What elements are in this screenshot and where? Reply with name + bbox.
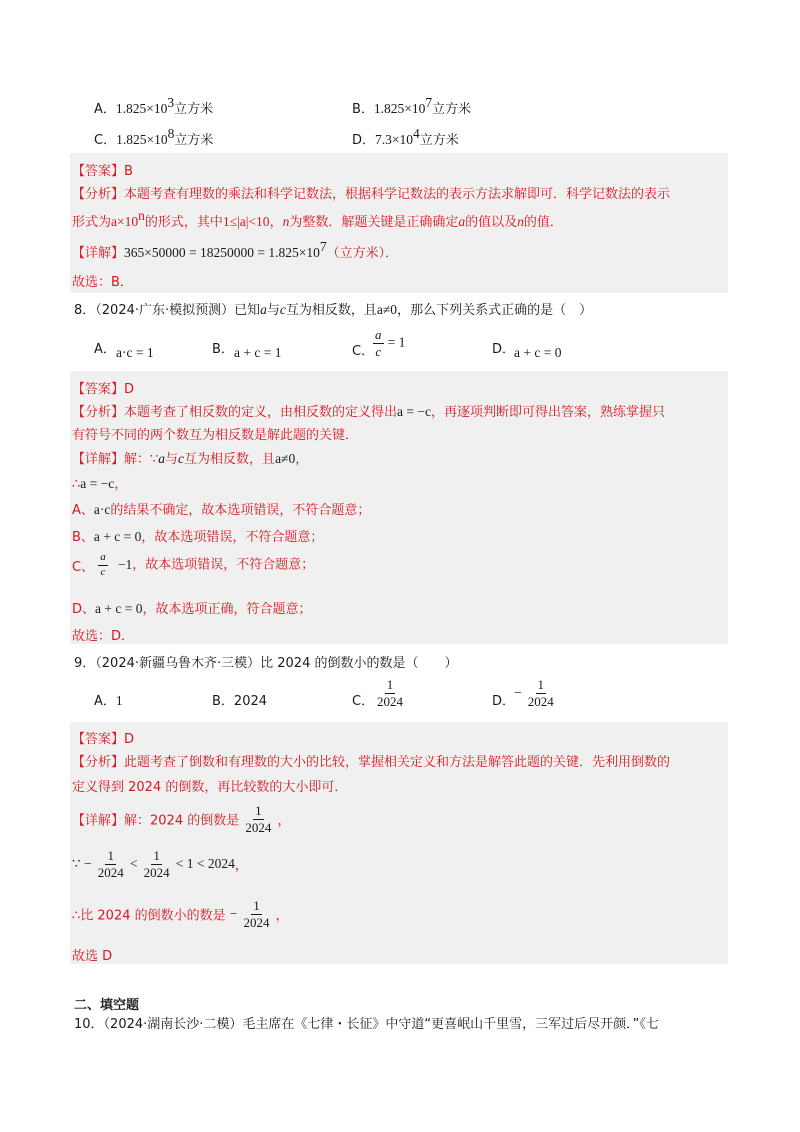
fraction: $\frac{a}{c}$ — [100, 551, 106, 578]
q9-detail-line2: ∵ − $\frac{1}{2024}$ < $\frac{1}{2024}$ < 1 < 2024， — [72, 848, 248, 880]
q8-stem: 8．（2024·广东·模拟预测）已知a与c互为相反数，且a≠0，那么下列关系式正确的是（ ） — [74, 302, 593, 318]
q8-detail-option-a: A、a·c的结果不确定，故本选项错误，不符合题意； — [72, 502, 371, 518]
q7-analysis-line1: 【分析】本题考查有理数的乘法和科学记数法，根据科学记数法的表示方法求解即可．科学记数法的表示 — [72, 187, 671, 202]
q8-option-a-math: a·c = 1 — [116, 345, 154, 360]
q7-option-a: A．$1.825\times 10^3$立方米 — [94, 95, 214, 117]
q9-detail-line1: 【详解】解：2024 的倒数是 $\frac{1}{2024}$ ， — [72, 803, 291, 835]
q9-analysis-line1: 【分析】此题考查了倒数和有理数的大小的比较，掌握相关定义和方法是解答此题的关键．先利用倒数的 — [72, 755, 671, 770]
q8-option-a: A． — [94, 342, 116, 357]
q8-detail-line1: 【详解】解：∵a与c互为相反数，且a≠0， — [72, 451, 309, 467]
q8-option-c-math: $\frac{a}{c}$ = 1 — [375, 327, 406, 359]
q8-detail-option-b: B、a + c = 0，故本选项错误，不符合题意； — [72, 529, 324, 545]
q8-detail-line2: ∴a = −c， — [72, 476, 128, 492]
q9-detail-line3: ∴比 2024 的倒数小的数是 − $\frac{1}{2024}$ ， — [72, 898, 289, 930]
q8-analysis-line2: 有符号不同的两个数互为相反数是解此题的关键． — [72, 428, 359, 443]
fraction: $\frac{1}{2024}$ — [143, 848, 170, 880]
q9-choose: 故选 D — [72, 949, 113, 964]
q7-analysis-line2: 形式为$a\times 10^n$的形式，其中1≤|a|<10，n为整数．解题关键是正确确定a的值以及n的值． — [72, 208, 563, 230]
q7-choose: 故选：B． — [72, 275, 133, 290]
q8-choose: 故选：D． — [72, 629, 135, 644]
q7-option-c: C．$1.825\times 10^8$立方米 — [94, 126, 214, 148]
q7-answer: 【答案】B — [72, 164, 133, 179]
q8-option-c: C． — [352, 344, 375, 359]
q9-analysis-line2: 定义得到 2024 的倒数，再比较数的大小即可． — [72, 780, 348, 795]
q10-stem: 10．（2024·湖南长沙·二模）毛主席在《七律・长征》中守道“更喜岷山千里雪，三军过后尽开颜．”《七 — [74, 1017, 659, 1032]
q8-option-b-math: a + c = 1 — [234, 345, 282, 360]
q9-option-a: A．1 — [94, 693, 123, 709]
q9-option-c: C． — [352, 694, 375, 709]
q9-answer: 【答案】D — [72, 732, 135, 747]
q9-stem: 9．（2024·新疆乌鲁木齐·三模）比 2024 的倒数小的数是（ ） — [74, 656, 458, 671]
section-title: 二、填空题 — [74, 998, 140, 1013]
q8-answer: 【答案】D — [72, 382, 135, 397]
q8-analysis-line1: 【分析】本题考查了相反数的定义，由相反数的定义得出a = −c，再逐项判断即可得出答案，熟练掌握只 — [72, 404, 665, 420]
fraction: $\frac{1}{2024}$ — [527, 677, 554, 709]
q8-option-d-math: a + c = 0 — [514, 345, 562, 360]
fraction: $\frac{1}{2024}$ — [245, 803, 272, 835]
q7-option-d: D．$7.3\times 10^4$立方米 — [352, 126, 459, 148]
fraction: $\frac{1}{2024}$ — [97, 848, 124, 880]
q9-option-b: B．2024 — [212, 694, 268, 709]
fraction: $\frac{1}{2024}$ — [377, 677, 403, 709]
q9-option-d: D． — [492, 694, 516, 709]
fraction: $\frac{a}{c}$ — [375, 327, 382, 359]
q8-detail-option-d: D、a + c = 0，故本选项正确，符合题意； — [72, 601, 312, 617]
fraction: $\frac{1}{2024}$ — [243, 898, 270, 930]
q8-option-b: B． — [212, 342, 234, 357]
q7-detail: 【详解】$365\times 50000 = 18250000 = 1.825\times 10^7$（立方米）． — [72, 239, 399, 261]
q8-detail-option-c: C、 $\frac{a}{c}$ −1，故本选项错误，不符合题意； — [72, 551, 315, 578]
q9-option-d-fraction: − $\frac{1}{2024}$ — [514, 677, 554, 709]
q8-option-d: D． — [492, 342, 516, 357]
q7-option-b: B．$1.825\times 10^7$立方米 — [352, 95, 472, 117]
q9-option-c-fraction — [375, 678, 405, 708]
